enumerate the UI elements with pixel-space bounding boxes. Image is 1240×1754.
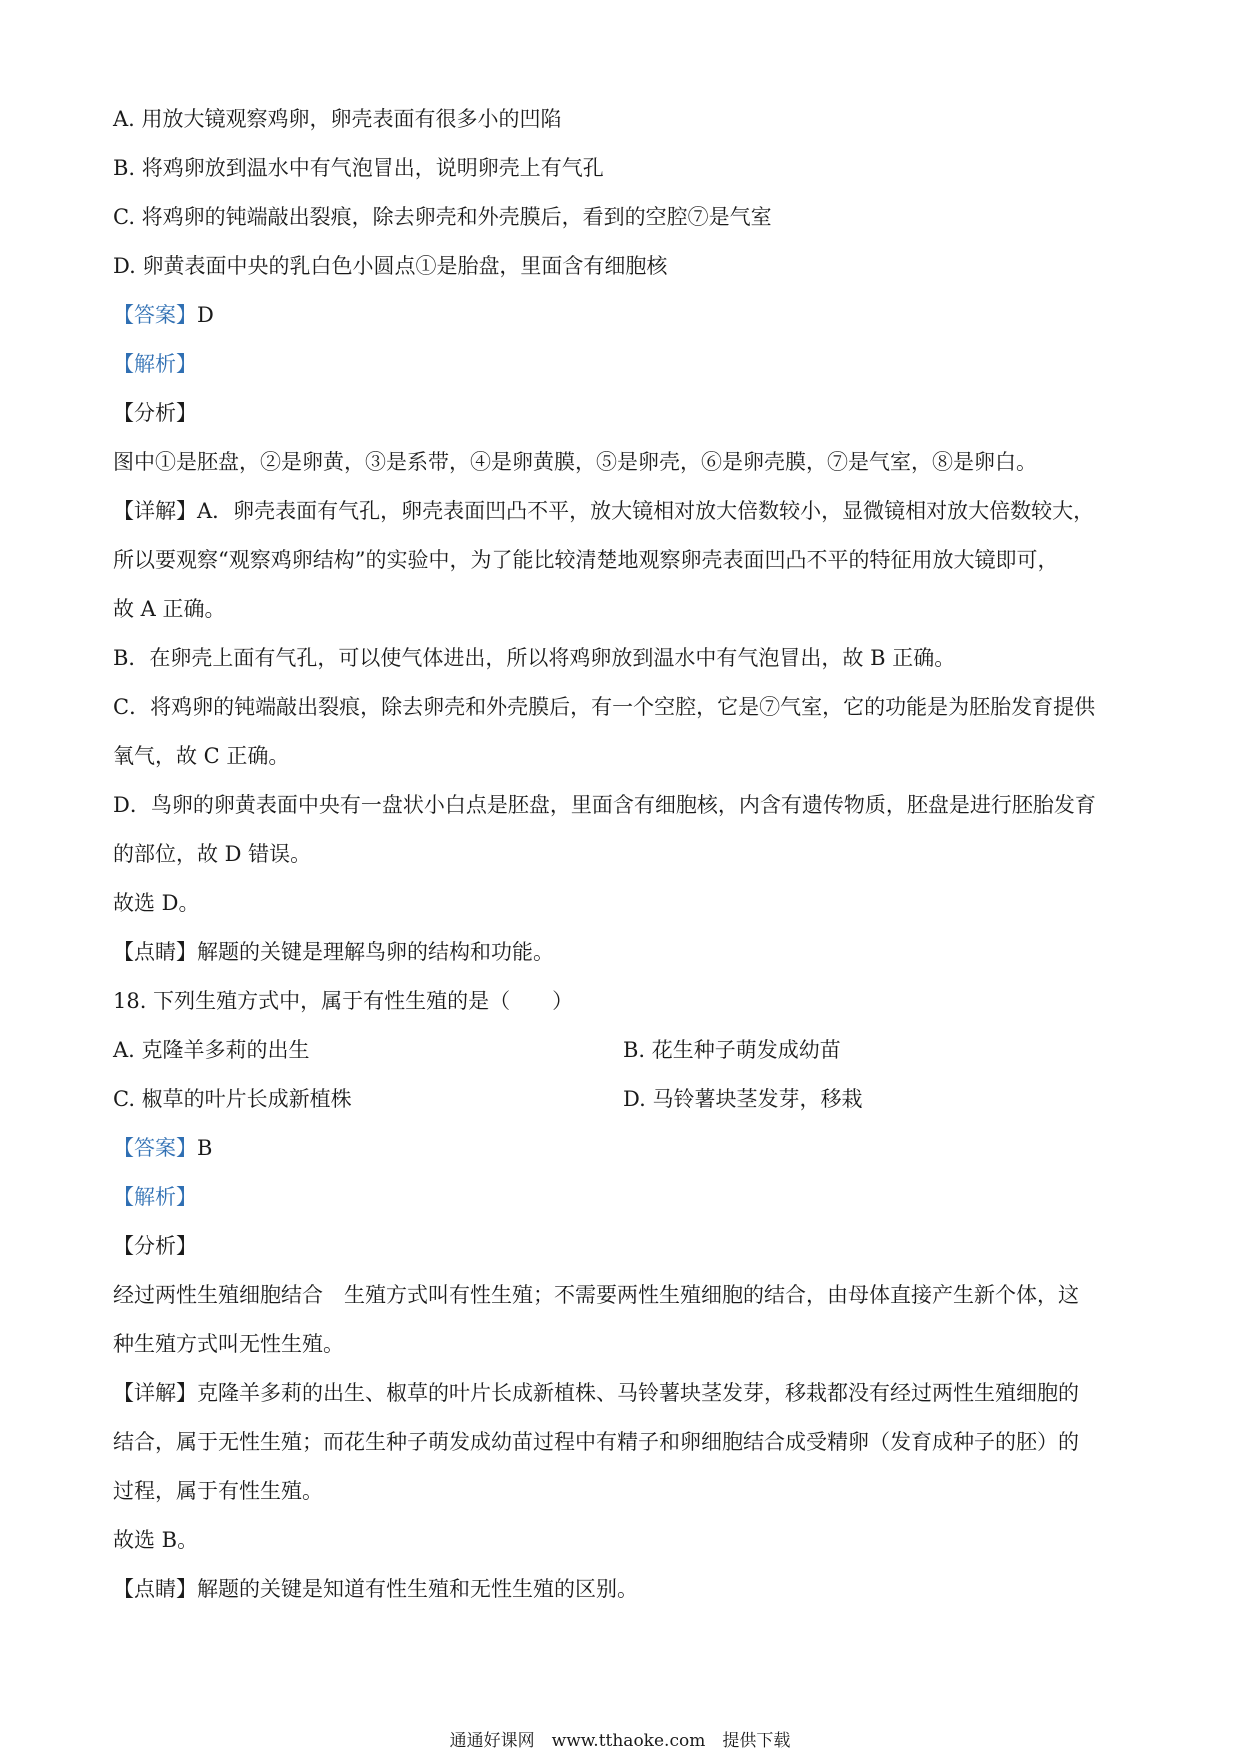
q17-xiangjie-c2: 氧气，故 C 正确。 [113,744,290,768]
q17-option-a: A. 用放大镜观察鸡卵，卵壳表面有很多小的凹陷 [113,107,562,131]
q18-option-c: C. 椒草的叶片长成新植株 [113,1087,352,1111]
dianjing-text: 解题的关键是理解鸟卵的结构和功能。 [197,940,554,964]
q18-guxuan: 故选 B。 [113,1528,199,1552]
q18-xiangjie-1 [113,1378,1079,1408]
q17-xiangjie-d1: D．鸟卵的卵黄表面中央有一盘状小白点是胚盘，里面含有细胞核，内含有遗传物质，胚盘是进行胚胎发育 [113,793,1096,817]
q18-option-a: A. 克隆羊多莉的出生 [113,1038,310,1062]
q18-option-d: D. 马铃薯块茎发芽，移栽 [623,1087,863,1111]
q17-option-d: D. 卵黄表面中央的乳白色小圆点①是胎盘，里面含有细胞核 [113,254,668,278]
xiangjie-1-text: 克隆羊多莉的出生、椒草的叶片长成新植株、马铃薯块茎发芽，移栽都没有经过两性生殖细胞的 [197,1381,1079,1405]
q17-xiangjie-d2: 的部位，故 D 错误。 [113,842,312,866]
dianjing-tag: 【点睛】 [113,940,197,964]
q18-jiexi-tag: 【解析】 [113,1185,197,1209]
q17-dianjing [113,937,554,967]
q17-answer [113,300,214,330]
q18-option-b: B. 花生种子萌发成幼苗 [623,1038,841,1062]
page-footer: 通通好课网 www.tthaoke.com 提供下载 [449,1731,791,1751]
q17-jiexi-tag: 【解析】 [113,352,197,376]
q18-fenxi-1: 经过两性生殖细胞结合 生殖方式叫有性生殖；不需要两性生殖细胞的结合，由母体直接产生新个体，这 [113,1283,1079,1307]
q18-fenxi-2: 种生殖方式叫无性生殖。 [113,1332,344,1356]
answer-value: D [197,303,214,327]
xiangjie-tag: 【详解】 [113,499,197,523]
q17-xiangjie-a3: 故 A 正确。 [113,597,226,621]
q17-xiangjie-a1 [113,496,1094,526]
q18-xiangjie-2: 结合，属于无性生殖；而花生种子萌发成幼苗过程中有精子和卵细胞结合成受精卵（发育成种子的胚）的 [113,1430,1079,1454]
q18-fenxi-tag: 【分析】 [113,1234,197,1258]
q17-xiangjie-a2: 所以要观察“观察鸡卵结构”的实验中，为了能比较清楚地观察卵壳表面凹凸不平的特征用放大镜即可， [113,548,1059,572]
q18-answer [113,1133,212,1163]
q18-dianjing [113,1574,638,1604]
q17-option-b: B. 将鸡卵放到温水中有气泡冒出，说明卵壳上有气孔 [113,156,604,180]
answer-tag: 【答案】 [113,1136,197,1160]
q18-stem: 18. 下列生殖方式中，属于有性生殖的是（ ） [113,989,574,1013]
q17-fenxi-text: 图中①是胚盘，②是卵黄，③是系带，④是卵黄膜，⑤是卵壳，⑥是卵壳膜，⑦是气室，⑧是卵白。 [113,450,1037,474]
q17-option-c: C. 将鸡卵的钝端敲出裂痕，除去卵壳和外壳膜后，看到的空腔⑦是气室 [113,205,772,229]
answer-value: B [197,1136,213,1160]
dianjing-tag: 【点睛】 [113,1577,197,1601]
q17-guxuan: 故选 D。 [113,891,200,915]
xiangjie-tag: 【详解】 [113,1381,197,1405]
q17-xiangjie-b: B．在卵壳上面有气孔，可以使气体进出，所以将鸡卵放到温水中有气泡冒出，故 B 正确。 [113,646,956,670]
q18-xiangjie-3: 过程，属于有性生殖。 [113,1479,323,1503]
q17-fenxi-tag: 【分析】 [113,401,197,425]
dianjing-text: 解题的关键是知道有性生殖和无性生殖的区别。 [197,1577,638,1601]
xiangjie-a1-text: A．卵壳表面有气孔，卵壳表面凹凸不平，放大镜相对放大倍数较小，显微镜相对放大倍数较大， [197,499,1095,523]
answer-tag: 【答案】 [113,303,197,327]
q17-xiangjie-c1: C．将鸡卵的钝端敲出裂痕，除去卵壳和外壳膜后，有一个空腔，它是⑦气室，它的功能是为胚胎发育提供 [113,695,1096,719]
